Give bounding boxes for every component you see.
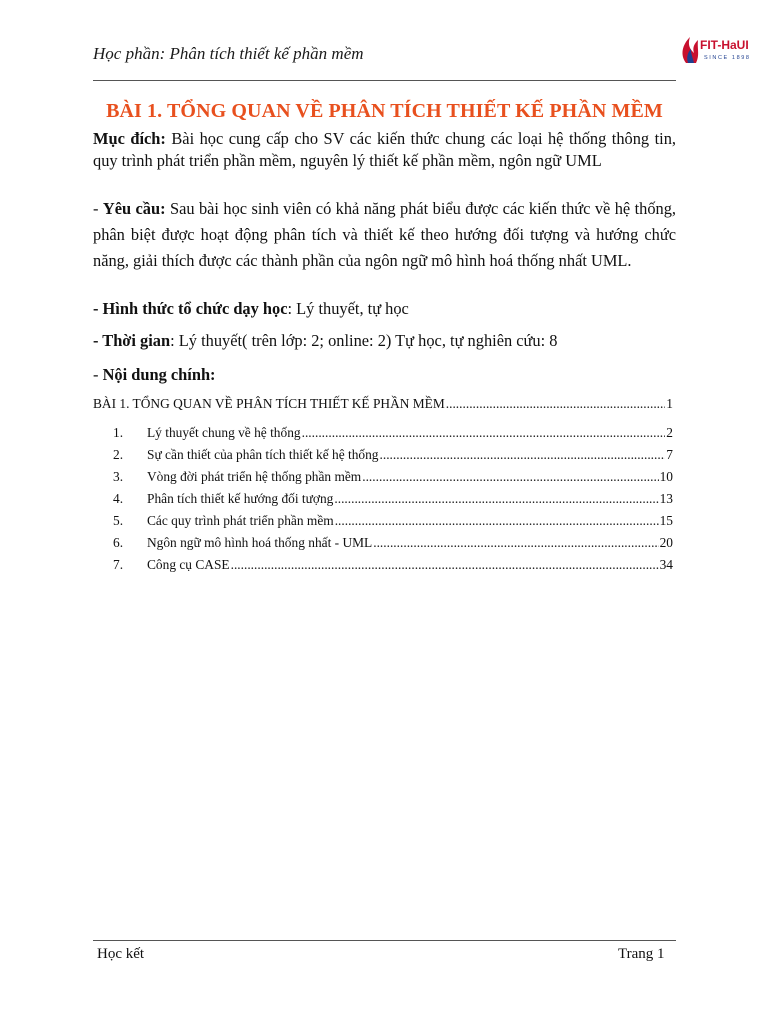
toc-main-label: BÀI 1. TỔNG QUAN VỀ PHÂN TÍCH THIẾT KẾ PHẦN MỀM xyxy=(93,396,445,411)
toc-item-number: 6. xyxy=(113,535,124,550)
toc-item[interactable] xyxy=(113,425,673,441)
toc-item-page: 10 xyxy=(659,469,673,484)
toc-leader xyxy=(362,469,658,485)
content-heading: - Nội dung chính: xyxy=(93,365,216,384)
page-number: Trang 1 xyxy=(618,946,665,962)
toc-leader xyxy=(335,513,659,529)
time-paragraph xyxy=(93,330,676,352)
requirement-paragraph: - Yêu cầu: Sau bài học sinh viên có khả năng phát biểu được các kiến thức về hệ thống, phân biệt được hoạt động phân tích và thiết kế theo hướng đối tượng và hướng chức năng, giải thích được các thành phần của ngôn ngữ mô hình hoá thống nhất UML. xyxy=(93,199,677,270)
toc-item[interactable] xyxy=(113,535,673,551)
toc-item-number: 7. xyxy=(113,557,124,572)
toc-item[interactable] xyxy=(113,513,673,529)
format-label: - Hình thức tổ chức dạy học xyxy=(93,299,288,318)
purpose-paragraph xyxy=(93,128,676,172)
toc-item-label: Vòng đời phát triển hệ thống phần mềm xyxy=(147,469,362,484)
purpose-text: Bài học cung cấp cho SV các kiến thức chung các loại hệ thống thông tin, quy trình phát triển phần mềm, nguyên lý thiết kế phần mềm, ngôn ngữ UML xyxy=(93,129,676,170)
requirement-label: Yêu cầu: xyxy=(102,199,166,218)
toc-item[interactable] xyxy=(113,491,673,507)
toc-leader xyxy=(302,425,666,441)
toc-leader xyxy=(231,557,659,573)
course-header: Học phần: Phân tích thiết kế phần mềm xyxy=(93,44,364,63)
toc-item-page: 15 xyxy=(659,513,673,528)
toc-item-page: 34 xyxy=(659,557,673,572)
toc-leader xyxy=(334,491,658,507)
toc-item-label: Ngôn ngữ mô hình hoá thống nhất - UML xyxy=(147,535,373,550)
toc-item-number: 3. xyxy=(113,469,124,484)
logo-since-text: SINCE 1898 xyxy=(704,55,751,61)
toc-item-label: Các quy trình phát triển phần mềm xyxy=(147,513,334,528)
toc-item[interactable] xyxy=(113,469,673,485)
toc-item-page: 20 xyxy=(659,535,673,550)
toc-item-label: Lý thuyết chung về hệ thống xyxy=(147,425,301,440)
time-label: - Thời gian xyxy=(93,331,171,350)
logo-text: FIT-HaUI xyxy=(700,38,749,52)
toc-item-number: 5. xyxy=(113,513,124,528)
toc-item[interactable] xyxy=(113,447,673,463)
time-text: : Lý thuyết( trên lớp: 2; online: 2) Tự học, tự nghiên cứu: 8 xyxy=(170,331,558,350)
toc-item-page: 13 xyxy=(659,491,673,506)
toc-item[interactable] xyxy=(113,557,673,573)
lesson-title: BÀI 1. TỔNG QUAN VỀ PHÂN TÍCH THIẾT KẾ PHẦN MỀM xyxy=(106,100,663,122)
toc-item-page: 2 xyxy=(666,425,673,440)
toc-leader xyxy=(446,396,666,412)
toc-main-page: 1 xyxy=(666,396,673,411)
content-label: Nội dung chính: xyxy=(102,365,216,384)
header-divider xyxy=(93,80,676,81)
format-paragraph xyxy=(93,298,676,320)
toc-item-label: Phân tích thiết kế hướng đối tượng xyxy=(147,491,334,506)
footer-divider xyxy=(93,940,676,941)
requirement-text: Sau bài học sinh viên có khả năng phát biểu được các kiến thức về hệ thống, phân biệt được hoạt động phân tích và thiết kế theo hướng đối tượng và hướng chức năng, giải thích được các thành phần của ngôn ngữ mô hình hoá thống nhất UML. xyxy=(93,199,677,270)
toc-leader xyxy=(373,535,658,551)
toc-item-number: 2. xyxy=(113,447,124,462)
toc-item-page: 7 xyxy=(666,447,673,462)
toc-item-label: Công cụ CASE xyxy=(147,557,230,572)
toc-item-number: 4. xyxy=(113,491,124,506)
format-text: : Lý thuyết, tự học xyxy=(287,299,409,318)
toc-item-number: 1. xyxy=(113,425,124,440)
footer-left-text: Học kết xyxy=(97,946,145,962)
purpose-label: Mục đích: xyxy=(93,129,166,148)
toc-item-label: Sự cần thiết của phân tích thiết kế hệ thống xyxy=(147,447,379,462)
toc-leader xyxy=(380,447,666,463)
toc-main-entry[interactable] xyxy=(93,396,673,412)
fit-haui-logo xyxy=(676,33,756,69)
